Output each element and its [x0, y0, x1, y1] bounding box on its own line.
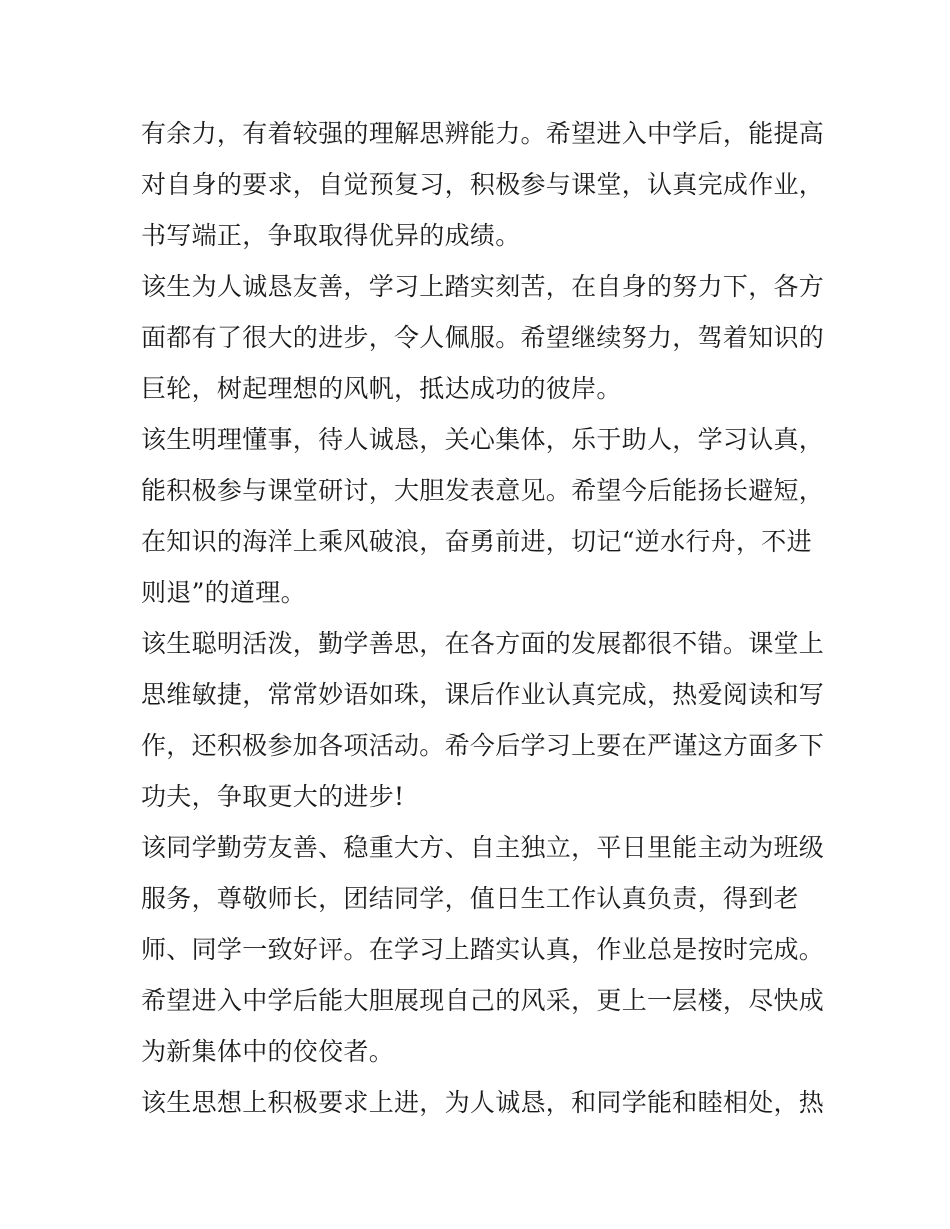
text-line: 该生明理懂事，待人诚恳，关心集体，乐于助人，学习认真， [141, 425, 825, 454]
text-line: 巨轮，树起理想的风帆，抵达成功的彼岸。 [141, 374, 622, 403]
text-line: 书写端正，争取取得优异的成绩。 [141, 221, 521, 250]
text-line: 对自身的要求，自觉预复习，积极参与课堂，认真完成作业， [141, 170, 825, 199]
text-line: 思维敏捷，常常妙语如珠，课后作业认真完成，热爱阅读和写 [141, 680, 825, 709]
text-line: 能积极参与课堂研讨，大胆发表意见。希望今后能扬长避短， [141, 476, 825, 505]
text-line: 希望进入中学后能大胆展现自己的风采，更上一层楼，尽快成 [141, 986, 825, 1015]
document-text-body [141, 108, 825, 1128]
text-line: 该同学勤劳友善、稳重大方、自主独立，平日里能主动为班级 [141, 833, 825, 862]
text-line: 面都有了很大的进步，令人佩服。希望继续努力，驾着知识的 [141, 323, 825, 352]
text-line: 该生聪明活泼，勤学善思，在各方面的发展都很不错。课堂上 [141, 629, 825, 658]
text-line: 有余力，有着较强的理解思辨能力。希望进入中学后，能提高 [141, 119, 825, 148]
text-line: 为新集体中的佼佼者。 [141, 1037, 395, 1066]
text-line: 该生为人诚恳友善，学习上踏实刻苦，在自身的努力下，各方 [141, 272, 825, 301]
text-line: 服务，尊敬师长，团结同学，值日生工作认真负责，得到老 [141, 884, 799, 913]
text-line: 该生思想上积极要求上进，为人诚恳，和同学能和睦相处，热 [141, 1088, 825, 1117]
text-line: 师、同学一致好评。在学习上踏实认真，作业总是按时完成。 [141, 935, 825, 964]
text-line: 作，还积极参加各项活动。希今后学习上要在严谨这方面多下 [141, 731, 825, 760]
text-line: 在知识的海洋上乘风破浪，奋勇前进，切记“逆水行舟，不进 [141, 527, 812, 556]
text-line: 则退”的道理。 [141, 578, 306, 607]
text-line: 功夫，争取更大的进步! [141, 782, 405, 811]
